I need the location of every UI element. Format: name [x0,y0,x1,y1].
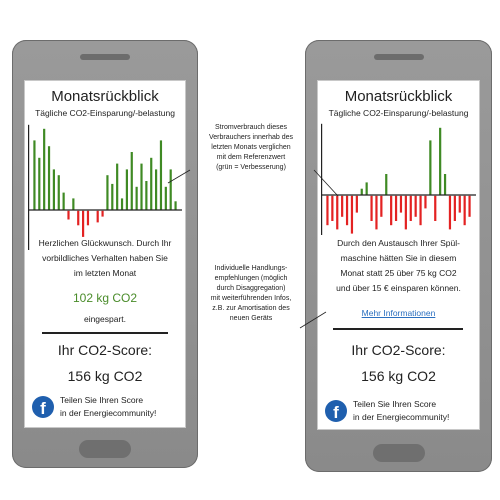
chart-bar [174,201,176,210]
message-line: Monat statt 25 über 75 kg CO2 [340,268,457,278]
score-title: Ihr CO2-Score: [57,342,153,358]
chart-bar [331,196,333,221]
share-text[interactable] [60,394,156,420]
divider [42,332,168,334]
chart-bar [366,182,368,195]
chart-bar [53,169,55,210]
chart-bar [459,196,461,213]
chart-bar [43,129,45,210]
score-value: 156 kg CO2 [361,368,436,384]
share-line: in der Energiecommunity! [60,408,157,418]
divider [333,328,463,330]
chart-bar [136,187,138,210]
chart-bar [121,198,123,210]
annotation-recommendation [186,264,316,324]
annotation-line: z.B. zur Amortisation des [212,305,290,312]
home-button[interactable] [79,440,131,458]
chart-bar [33,140,35,210]
chart-bar [170,169,172,210]
chart-bar [145,181,147,210]
facebook-icon[interactable]: f [325,400,347,422]
speaker-grille [374,54,424,60]
chart-bar [97,211,99,223]
recommendation-message [319,236,478,296]
chart-bar [165,187,167,210]
phone-left-screen [24,80,186,428]
message-line: und über 15 € einsparen können. [336,283,461,293]
chart-bar [326,196,328,225]
chart-bar [150,158,152,210]
chart-bar [351,196,353,234]
title: Monatsrückblick [51,88,159,105]
chart-bar [395,196,397,221]
saved-label: eingespart. [83,314,127,324]
chart-bar [140,164,142,210]
title: Monatsrückblick [344,88,453,105]
chart-bar [370,196,372,221]
home-button[interactable] [373,444,425,462]
chart-bar [439,128,441,195]
score-value: 156 kg CO2 [67,368,143,384]
chart-bar [38,158,40,210]
chart-bar [454,196,456,221]
chart-bar [106,175,108,210]
chart-bar [449,196,451,230]
chart-bar [155,169,157,210]
share-line: Teilen Sie Ihren Score [353,399,437,409]
share-line: Teilen Sie Ihren Score [60,395,144,405]
chart-bar [126,169,128,210]
message-line: vorbildliches Verhalten haben Sie [42,253,168,263]
message-line: Herzlichen Glückwunsch. Durch Ihr [38,238,172,248]
chart-bar [341,196,343,217]
annotation-line: mit dem Referenzwert [216,154,286,161]
chart-bar [101,211,103,217]
chart-bar [131,152,133,210]
chart-bar [72,198,74,210]
chart-bar [160,140,162,210]
message-line: Durch den Austausch Ihrer Spül- [337,238,460,248]
annotation-line: Individuelle Handlungs- [214,265,288,272]
annotation-line: mit weiterführenden Infos, [210,295,292,302]
message-line: maschine hätten Sie in diesem [340,253,457,263]
chart-bar [336,196,338,230]
more-info-link[interactable]: Mehr Informationen [361,308,436,318]
message-line: im letzten Monat [73,268,137,278]
chart-bar [63,193,65,210]
chart-bar [67,211,69,220]
chart-bar [82,211,84,237]
subtitle: Tägliche CO2-Einsparung/-belastung [35,108,175,118]
chart-bar [390,196,392,225]
chart-bar [58,175,60,210]
chart-bar [356,196,358,213]
annotation-line: letzten Monats verglichen [211,144,291,151]
chart-bar [405,196,407,230]
facebook-icon[interactable]: f [32,396,54,418]
phone-right [305,40,492,472]
annotation-chart [188,123,314,173]
annotation-line: (grün = Verbesserung) [216,164,286,171]
annotation-line: Stromverbrauch dieses [215,124,287,131]
share-text[interactable] [353,398,449,424]
chart-bar [468,196,470,217]
share-line: in der Energiecommunity! [353,412,450,422]
chart-bar [375,196,377,230]
phone-right-screen [317,80,480,430]
chart-bar [415,196,417,217]
speaker-grille [80,54,130,60]
chart-bar [429,140,431,195]
chart-bar [434,196,436,221]
chart-bar [77,211,79,226]
annotation-line: neuen Geräts [229,315,273,322]
phone-left [12,40,198,468]
chart-bar [346,196,348,225]
chart-bar [111,184,113,210]
chart-bar [444,174,446,195]
chart-bar [400,196,402,213]
chart-bar [380,196,382,217]
chart-bar [419,196,421,225]
chart-bar [385,174,387,195]
chart-bar [464,196,466,225]
chart-bar [361,189,363,195]
chart-bar [410,196,412,221]
chart-bar [48,146,50,210]
annotation-line: Verbrauchers innerhab des [208,134,294,141]
chart-bar [424,196,426,209]
saved-value: 102 kg CO2 [72,291,138,305]
chart-bar [116,164,118,210]
congrats-message [28,236,182,281]
score-title: Ihr CO2-Score: [351,342,446,358]
chart-bar [87,211,89,226]
annotation-line: empfehlungen (möglich [214,275,288,282]
annotation-line: durch Disaggregation) [216,285,286,292]
subtitle: Tägliche CO2-Einsparung/-belastung [328,108,469,118]
